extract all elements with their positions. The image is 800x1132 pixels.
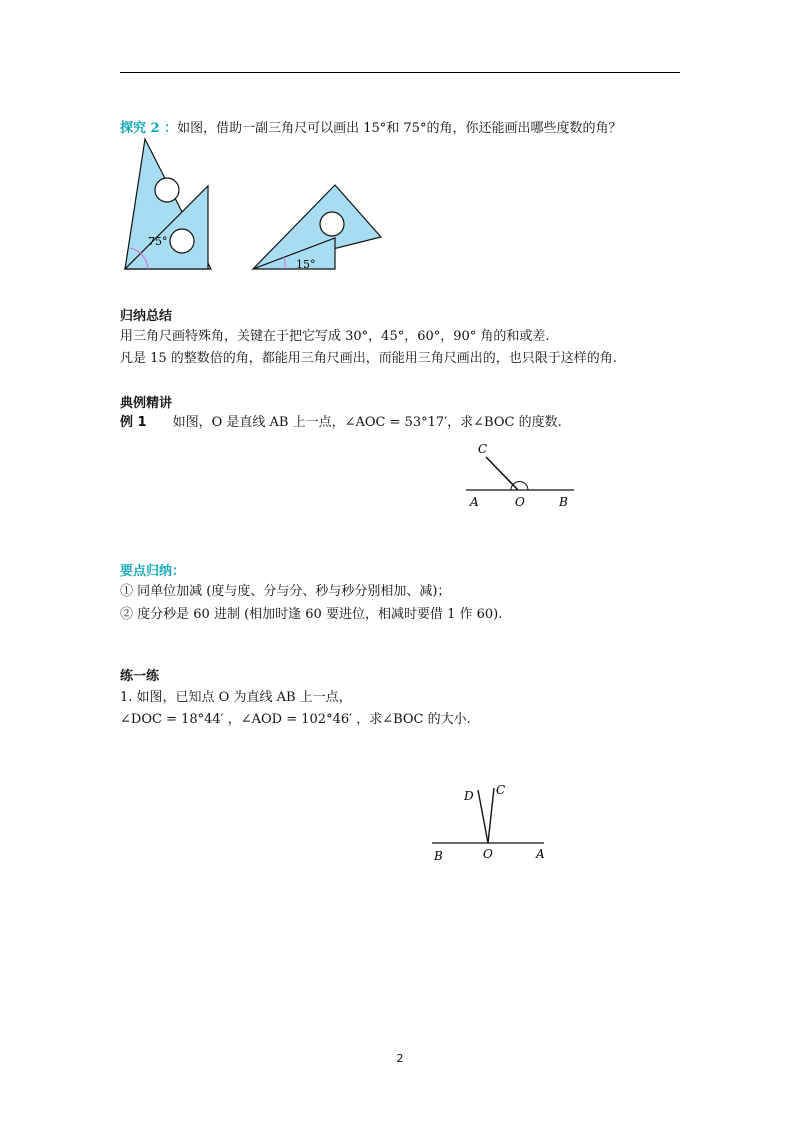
examples-heading: 典例精讲	[120, 396, 173, 411]
example1-label: 例 1	[120, 415, 147, 430]
explore2-label: 探究 2 ：	[120, 121, 178, 136]
angle-15-label: 15°	[296, 258, 316, 271]
practice-q1-line-1: 1. 如图，已知点 O 为直线 AB 上一点，	[120, 690, 352, 705]
key-points-heading: 要点归纳：	[120, 564, 186, 579]
example1-paragraph	[120, 414, 562, 432]
practice-q1-line-2: ∠DOC = 18°44′ ，∠AOD = 102°46′ ，求∠BOC 的大小.	[120, 712, 471, 727]
key-point-2: ② 度分秒是 60 进制 (相加时逢 60 要进位，相减时要借 1 作 60).	[120, 607, 503, 622]
practice-figure	[432, 780, 552, 865]
point-b-label: B	[434, 849, 443, 863]
explore2-text: 如图，借助一副三角尺可以画出 15°和 75°的角，你还能画出哪些度数的角？	[177, 121, 622, 136]
triangle-hole-icon	[320, 212, 344, 236]
ray-od	[478, 790, 488, 843]
set-square-figure-15	[250, 182, 390, 272]
point-c-label: C	[496, 783, 506, 797]
summary-heading: 归纳总结	[120, 309, 173, 324]
point-c-label: C	[478, 442, 488, 456]
ray-oc	[488, 788, 494, 843]
set-square-figure-75	[118, 136, 228, 276]
example1-text: 如图，O 是直线 AB 上一点，∠AOC = 53°17′，求∠BOC 的度数.	[172, 415, 562, 430]
key-point-1: ① 同单位加减 (度与度、分与分、秒与秒分别相加、减)；	[120, 584, 451, 599]
angle-75-label: 75°	[148, 235, 168, 248]
triangle-hole-icon	[170, 229, 194, 253]
point-a-label: A	[470, 495, 479, 509]
point-a-label: A	[536, 847, 545, 861]
point-o-label: O	[483, 847, 493, 861]
point-b-label: B	[559, 495, 568, 509]
summary-line-1: 用三角尺画特殊角，关键在于把它写成 30°，45°，60°，90° 角的和或差.	[120, 329, 550, 344]
page-number: 2	[396, 1052, 404, 1065]
header-rule	[120, 72, 680, 73]
example1-figure	[466, 440, 576, 510]
point-d-label: D	[464, 789, 474, 803]
summary-line-2: 凡是 15 的整数倍的角，都能用三角尺画出，而能用三角尺画出的，也只限于这样的角.	[120, 351, 617, 366]
practice-heading: 练一练	[120, 669, 160, 684]
point-o-label: O	[515, 495, 525, 509]
triangle-hole-icon	[155, 178, 179, 202]
